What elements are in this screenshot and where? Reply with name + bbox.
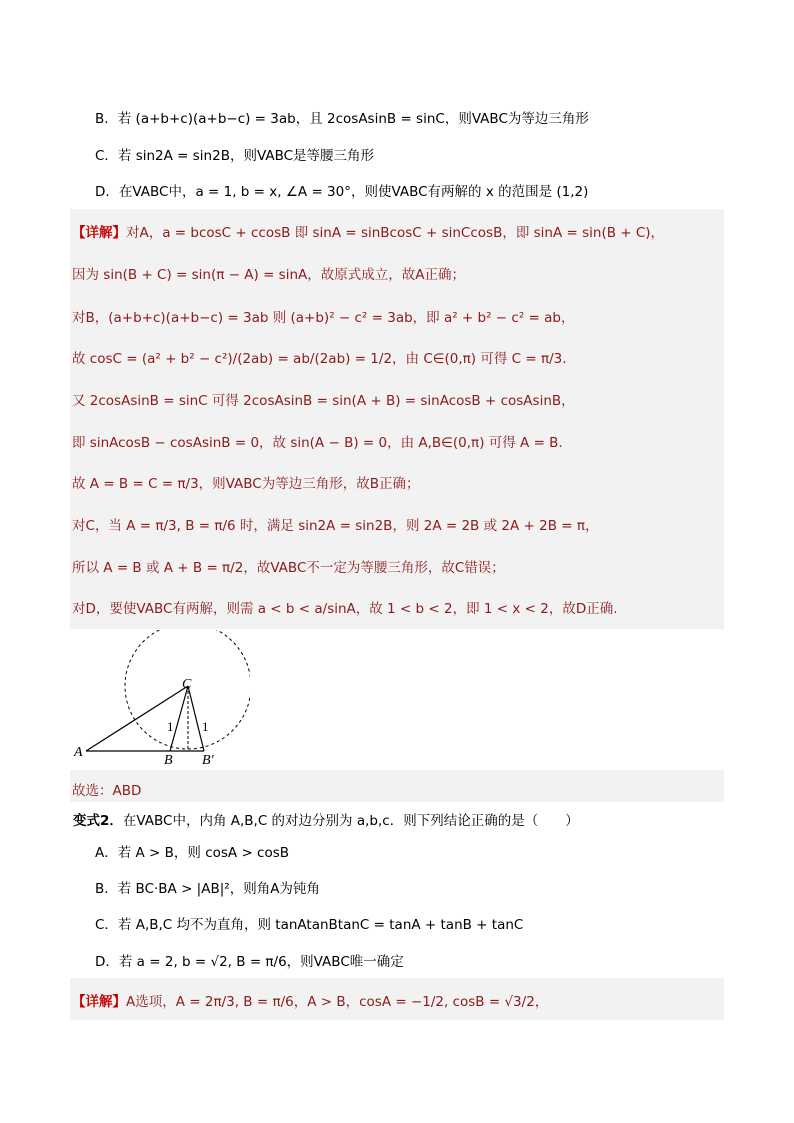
variant2-option-c: C．若 A,B,C 均不为直角，则 tanAtanBtanC = tanA + tanB + tanC <box>95 917 524 933</box>
solution-line-5: 又 2cosAsinB = sinC 可得 2cosAsinB = sin(A + B) = sinAcosB + cosAsinB， <box>72 393 575 409</box>
label-side2: 1 <box>202 719 209 734</box>
label-bprime: B′ <box>202 753 214 764</box>
variant2-option-b: B．若 BC·BA > |AB|²，则角A为钝角 <box>95 881 320 897</box>
solution-line-6: 即 sinAcosB − cosAsinB = 0，故 sin(A − B) = 0，由 A,B∈(0,π) 可得 A = B. <box>72 435 563 451</box>
solution-line-3: 对B，(a+b+c)(a+b−c) = 3ab 则 (a+b)² − c² = 3ab，即 a² + b² − c² = ab， <box>72 310 575 326</box>
detail-tag-2: 【详解】 <box>72 994 126 1010</box>
solution-line-10: 对D，要使VABC有两解，则需 a < b < a/sinA，故 1 < b < 2，即 1 < x < 2，故D正确. <box>72 601 618 617</box>
label-a: A <box>74 745 83 760</box>
solution2-text: A选项，A = 2π/3, B = π/6，A > B，cosA = −1/2, cosB = √3/2， <box>126 994 549 1010</box>
solution-line-1 <box>72 221 664 241</box>
geometry-figure <box>72 630 250 764</box>
option-d: D．在VABC中，a = 1, b = x, ∠A = 30°，则使VABC有两解的 x 的范围是 (1,2) <box>95 184 589 200</box>
option-b: B．若 (a+b+c)(a+b−c) = 3ab，且 2cosAsinB = sinC，则VABC为等边三角形 <box>95 111 589 127</box>
option-c: C．若 sin2A = sin2B，则VABC是等腰三角形 <box>95 148 375 164</box>
solution-line-4: 故 cosC = (a² + b² − c²)/(2ab) = ab/(2ab) = 1/2，由 C∈(0,π) 可得 C = π/3. <box>72 351 567 367</box>
detail-tag: 【详解】 <box>72 225 126 241</box>
label-c: C <box>182 677 192 692</box>
variant2-label: 变式2． <box>73 813 123 829</box>
variant2-option-a: A．若 A > B，则 cosA > cosB <box>95 845 290 861</box>
solution-line-2: 因为 sin(B + C) = sin(π − A) = sinA，故原式成立，故A正确； <box>72 267 465 283</box>
solution2-line <box>72 990 548 1010</box>
solution-block-2 <box>70 978 724 1020</box>
answer-line: 故选：ABD <box>72 783 142 799</box>
solution-line-8: 对C，当 A = π/3, B = π/6 时，满足 sin2A = sin2B，则 2A = 2B 或 2A + 2B = π， <box>72 518 599 534</box>
solution-text-1: 对A，a = bcosC + ccosB 即 sinA = sinBcosC + sinCcosB，即 sinA = sin(B + C)， <box>126 225 665 241</box>
triangle-circle-diagram <box>72 630 250 764</box>
label-b: B <box>164 753 173 764</box>
solution-line-7: 故 A = B = C = π/3，则VABC为等边三角形，故B正确； <box>72 476 420 492</box>
variant2-text: 在VABC中，内角 A,B,C 的对边分别为 a,b,c．则下列结论正确的是（ ） <box>122 813 579 829</box>
solution-block-1 <box>70 209 724 629</box>
answer-block <box>70 770 724 802</box>
label-side1: 1 <box>167 719 174 734</box>
variant2-option-d: D．若 a = 2, b = √2, B = π/6，则VABC唯一确定 <box>95 954 404 970</box>
variant2-stem <box>73 809 579 829</box>
solution-line-9: 所以 A = B 或 A + B = π/2，故VABC不一定为等腰三角形，故C错误； <box>72 560 505 576</box>
